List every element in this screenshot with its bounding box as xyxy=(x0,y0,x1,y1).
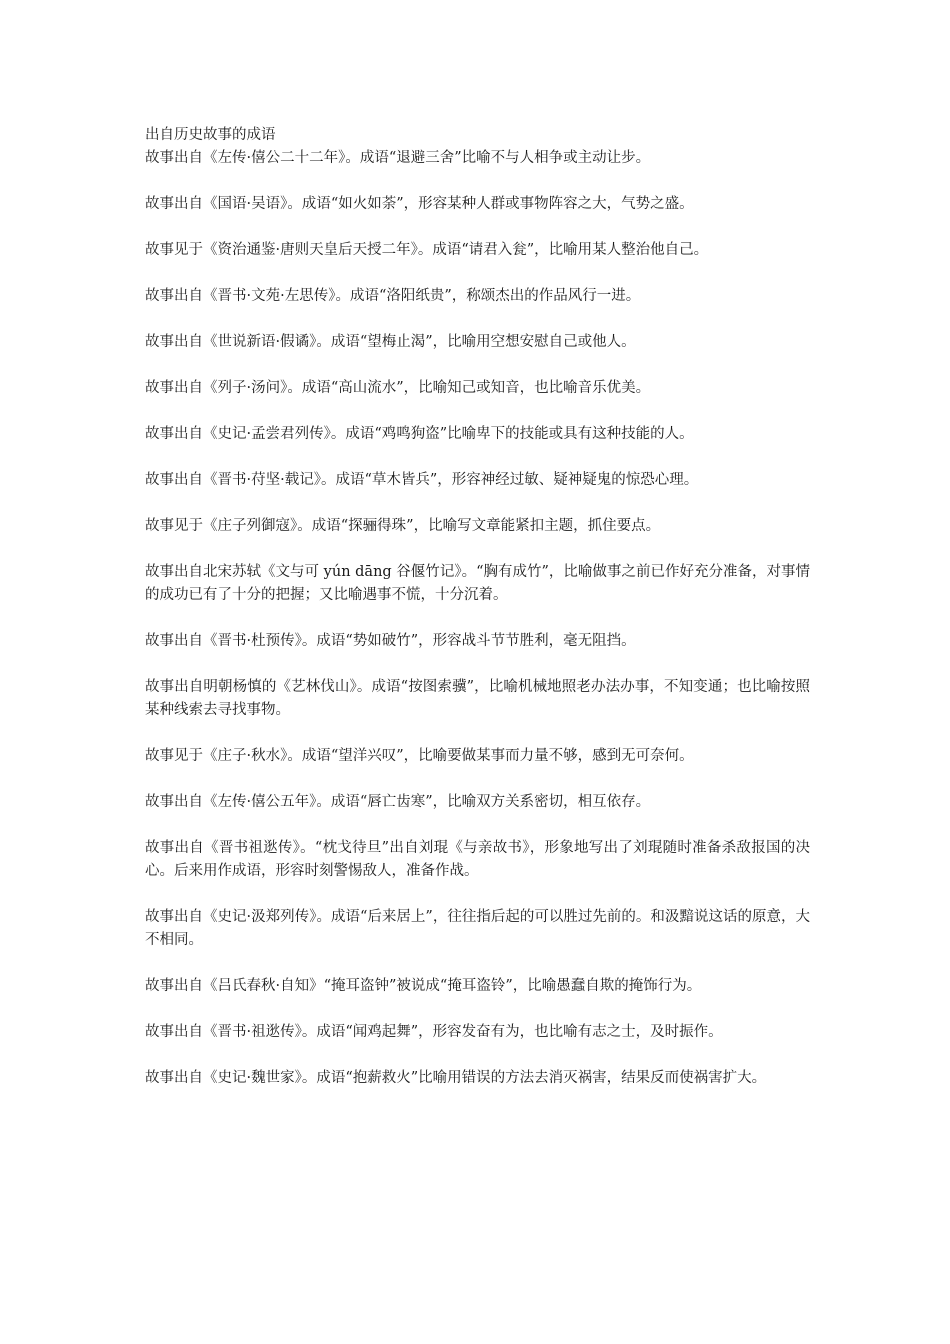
document-page xyxy=(145,124,810,1113)
paragraph: 故事出自《晋书·祖逖传》。成语“闻鸡起舞”，形容发奋有为，也比喻有志之士，及时振作。 xyxy=(145,1024,723,1040)
paragraph: 故事出自《史记·孟尝君列传》。成语“鸡鸣狗盗”比喻卑下的技能或具有这种技能的人。 xyxy=(145,426,694,442)
paragraph: 故事出自《晋书·苻坚·载记》。成语“草木皆兵”，形容神经过敏、疑神疑鬼的惊恐心理。 xyxy=(145,472,699,488)
paragraph: 故事出自《国语·吴语》。成语“如火如荼”，形容某种人群或事物阵容之大，气势之盛。 xyxy=(145,196,694,212)
paragraph: 故事出自《史记·魏世家》。成语“抱薪救火”比喻用错误的方法去消灭祸害，结果反而使祸害扩大。 xyxy=(145,1070,767,1086)
paragraph: 故事出自北宋苏轼《文与可 yún dāng 谷偃竹记》。“胸有成竹”，比喻做事之前已作好充分准备，对事情的成功已有了十分的把握；又比喻遇事不慌，十分沉着。 xyxy=(145,564,810,603)
paragraph: 故事出自《左传·僖公五年》。成语“唇亡齿寒”，比喻双方关系密切，相互依存。 xyxy=(145,794,651,810)
document-title: 出自历史故事的成语 xyxy=(145,127,276,143)
paragraph: 故事出自《列子·汤问》。成语“高山流水”，比喻知己或知音，也比喻音乐优美。 xyxy=(145,380,651,396)
paragraph: 故事出自《史记·汲郑列传》。成语“后来居上”，往往指后起的可以胜过先前的。和汲黯说这话的原意，大不相同。 xyxy=(145,909,810,948)
paragraph: 故事见于《资治通鉴·唐则天皇后天授二年》。成语“请君入瓮”，比喻用某人整治他自己。 xyxy=(145,242,709,258)
paragraph: 故事出自《世说新语·假谲》。成语“望梅止渴”，比喻用空想安慰自己或他人。 xyxy=(145,334,636,350)
paragraph: 故事见于《庄子列御寇》。成语“探骊得珠”，比喻写文章能紧扣主题，抓住要点。 xyxy=(145,518,661,534)
paragraph: 故事出自《左传·僖公二十二年》。成语“退避三舍”比喻不与人相争或主动让步。 xyxy=(145,150,651,166)
paragraph: 故事出自明朝杨慎的《艺林伐山》。成语“按图索骥”，比喻机械地照老办法办事，不知变通；也比喻按照某种线索去寻找事物。 xyxy=(145,679,810,718)
paragraph: 故事见于《庄子·秋水》。成语“望洋兴叹”，比喻要做某事而力量不够，感到无可奈何。 xyxy=(145,748,694,764)
paragraph: 故事出自《晋书·杜预传》。成语“势如破竹”，形容战斗节节胜利，毫无阻挡。 xyxy=(145,633,636,649)
paragraph: 故事出自《晋书·文苑·左思传》。成语“洛阳纸贵”，称颂杰出的作品风行一进。 xyxy=(145,288,641,304)
paragraph: 故事出自《晋书祖逖传》。“枕戈待旦”出自刘琨《与亲故书》，形象地写出了刘琨随时准备杀敌报国的决心。后来用作成语，形容时刻警惕敌人，准备作战。 xyxy=(145,840,810,879)
paragraph: 故事出自《吕氏春秋·自知》“掩耳盗钟”被说成“掩耳盗铃”，比喻愚蠢自欺的掩饰行为。 xyxy=(145,978,702,994)
